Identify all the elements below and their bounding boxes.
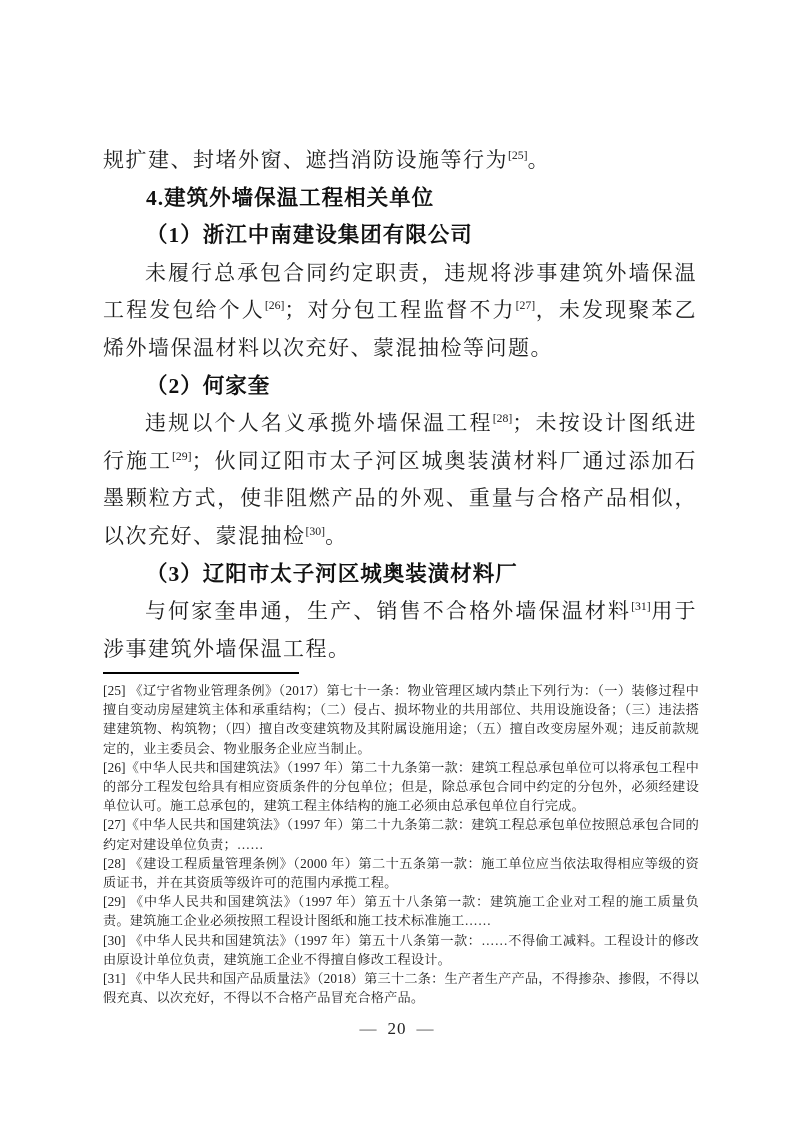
footnote-30-label: [30] [103,932,126,948]
subsection-heading-1: （1）浙江中南建设集团有限公司 [146,223,473,248]
footnote-26-label: [26] [103,759,126,775]
footnote-29-text: 《中华人民共和国建筑法》（1997 年）第五十八条第一款：建筑施工企业对工程的施工质量负责。建筑施工企业必须按照工程设计图纸和施工技术标准施工…… [103,894,699,929]
footnote-26 [103,758,699,816]
footnote-27-label: [27] [103,817,126,833]
footnote-28-label: [28] [103,855,126,871]
footnote-29-label: [29] [103,894,126,910]
footnote-31-text: 《中华人民共和国产品质量法》（2018）第三十二条：生产者生产产品，不得掺杂、掺假，不得以假充真、以次充好，不得以不合格产品冒充合格产品。 [103,971,699,1006]
footnote-28 [103,854,699,892]
footnote-30 [103,931,699,969]
document-body [103,142,697,668]
footnote-28-text: 《建设工程质量管理条例》（2000 年）第二十五条第一款：施工单位应当依法取得相应等级的资质证书，并在其资质等级许可的范围内承揽工程。 [103,855,699,891]
page-number-value: 20 [387,1019,407,1038]
footnote-separator-line [103,672,299,674]
footnote-25-label: [25] [103,683,126,698]
subsection-heading-2: （2）何家奎 [146,373,271,398]
paragraph-continuation: 规扩建、封堵外窗、遮挡消防设施等行为[25]。 [103,148,551,172]
footnote-26-text: 《中华人民共和国建筑法》（1997 年）第二十九条第一款：建筑工程总承包单位可以将承包工程中的部分工程发包给具有相应资质条件的分包单位；但是，除总承包合同中约定的分包外，必须经建设单位认可。施工总承包的，建筑工程主体结构的施工必须由总承包单位自行完成。 [103,759,699,814]
footnote-27-text: 《中华人民共和国建筑法》（1997 年）第二十九条第二款：建筑工程总承包单位按照总承包合同的约定对建设单位负责；…… [103,817,699,852]
footnote-30-text: 《中华人民共和国建筑法》（1997 年）第五十八条第一款：……不得偷工减料。工程设计的修改由原设计单位负责，建筑施工企业不得擅自修改工程设计。 [103,932,699,967]
footnote-25 [103,681,699,758]
footnote-31 [103,969,699,1007]
footnote-31-label: [31] [103,971,126,987]
footnote-29 [103,892,699,930]
subsection-paragraph-2: 违规以个人名义承揽外墙保温工程[28]；未按设计图纸进行施工[29]；伙同辽阳市太子河区城奥装潢材料厂通过添加石墨颗粒方式，使非阻燃产品的外观、重量与合格产品相似，以次充好、蒙混抽检[30]。 [103,411,698,548]
subsection-heading-3: （3）辽阳市太子河区城奥装潢材料厂 [146,561,518,586]
subsection-paragraph-3: 与何家奎串通，生产、销售不合格外墙保温材料[31]用于涉事建筑外墙保温工程。 [103,599,698,661]
subsection-paragraph-1: 未履行总承包合同约定职责，违规将涉事建筑外墙保温工程发包给个人[26]；对分包工程监督不力[27]，未发现聚苯乙烯外墙保温材料以次充好、蒙混抽检等问题。 [103,260,698,360]
page-number-dash-left: — [359,1019,378,1038]
page-number-dash-right: — [416,1019,435,1038]
footnote-27 [103,815,699,853]
footnotes-block [103,672,699,1007]
footnote-25-text: 《辽宁省物业管理条例》（2017）第七十一条：物业管理区域内禁止下列行为：（一）装修过程中擅自变动房屋建筑主体和承重结构；（二）侵占、损坏物业的共用部位、共用设施设备；（三）违法搭建建筑物、构筑物；（四）擅自改变建筑物及其附属设施用途；（五）擅自改变房屋外观；违反前款规定的，业主委员会、物业服务企业应当制止。 [103,683,699,756]
page-number [0,1019,794,1039]
section-heading-4: 4.建筑外墙保温工程相关单位 [146,185,435,210]
